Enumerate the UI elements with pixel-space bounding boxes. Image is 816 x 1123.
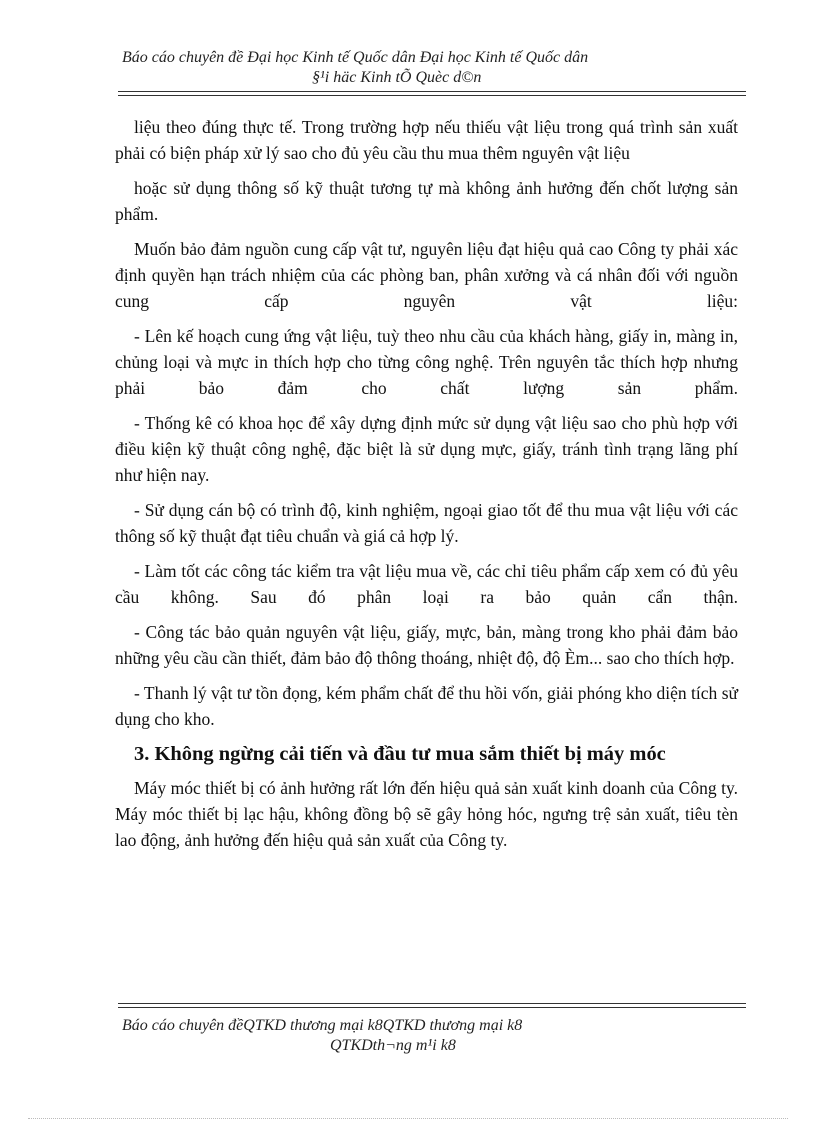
footer-divider — [118, 1003, 746, 1008]
paragraph-2: hoặc sử dụng thông số kỹ thuật tương tự mà không ảnh hưởng đến chốt lượng sản phẩm. — [115, 178, 738, 224]
paragraph-3: Muốn bảo đảm nguồn cung cấp vật tư, nguyên liệu đạt hiệu quả cao Công ty phải xác định quyền hạn trách nhiệm của các phòng ban, phân xưởng và cá nhân đối với nguồn cung cấp nguyên vật liệu: — [115, 239, 738, 311]
header-divider — [118, 91, 746, 96]
page-edge — [28, 1118, 788, 1119]
list-item-liquidation: - Thanh lý vật tư tồn đọng, kém phẩm chất để thu hồi vốn, giải phóng kho diện tích sử dụng cho kho. — [115, 683, 738, 729]
page-header — [118, 48, 746, 88]
page-footer — [118, 1016, 746, 1056]
closing-paragraph: Máy móc thiết bị có ảnh hưởng rất lớn đến hiệu quả sản xuất kinh doanh của Công ty. Máy móc thiết bị lạc hậu, không đồng bộ sẽ gây hỏng hóc, ngưng trệ sản xuất, tiêu tèn lao động, ảnh hưởng đến hiệu quả sản xuất của Công ty. — [115, 778, 738, 850]
header-subtitle: §¹i häc Kinh tÕ Quèc d©n — [312, 69, 482, 86]
list-item-staff: - Sử dụng cán bộ có trình độ, kinh nghiệm, ngoại giao tốt để thu mua vật liệu với các thông số kỹ thuật đạt tiêu chuẩn và giá cả hợp lý. — [115, 500, 738, 546]
footer-title: Báo cáo chuyên đềQTKD thương mại k8QTKD thương mại k8 — [122, 1017, 523, 1034]
list-item-storage: - Công tác bảo quản nguyên vật liệu, giấy, mực, bản, màng trong kho phải đảm bảo những yêu cầu cần thiết, đảm bảo độ thông thoáng, nhiệt độ, độ Èm... sao cho thích hợp. — [115, 622, 738, 668]
list-item-inspection: - Làm tốt các công tác kiểm tra vật liệu mua về, các chỉ tiêu phẩm cấp xem có đủ yêu cầu không. Sau đó phân loại ra bảo quản cẩn thận. — [115, 561, 738, 607]
list-item-plan-supply: - Lên kế hoạch cung ứng vật liệu, tuỳ theo nhu cầu của khách hàng, giấy in, màng in, chủng loại và mực in thích hợp cho từng công nghệ. Trên nguyên tắc thích hợp nhưng phải bảo đảm cho chất lượng sản phẩm. — [115, 326, 738, 398]
section-heading: 3. Không ngừng cải tiến và đầu tư mua sắm thiết bị máy móc — [134, 743, 666, 765]
header-title: Báo cáo chuyên đề Đại học Kinh tế Quốc dân Đại học Kinh tế Quốc dân — [122, 49, 589, 66]
list-item-statistics: - Thống kê có khoa học để xây dựng định mức sử dụng vật liệu sao cho phù hợp với điều kiện kỹ thuật công nghệ, đặc biệt là sử dụng mực, giấy, tránh tình trạng lãng phí như hiện nay. — [115, 413, 738, 485]
paragraph-1: liệu theo đúng thực tế. Trong trường hợp nếu thiếu vật liệu trong quá trình sản xuất phải có biện pháp xử lý sao cho đủ yêu cầu thu mua thêm nguyên vật liệu — [115, 117, 738, 163]
footer-subtitle: QTKDth¬ng m¹i k8 — [330, 1037, 456, 1054]
document-body — [115, 114, 738, 862]
